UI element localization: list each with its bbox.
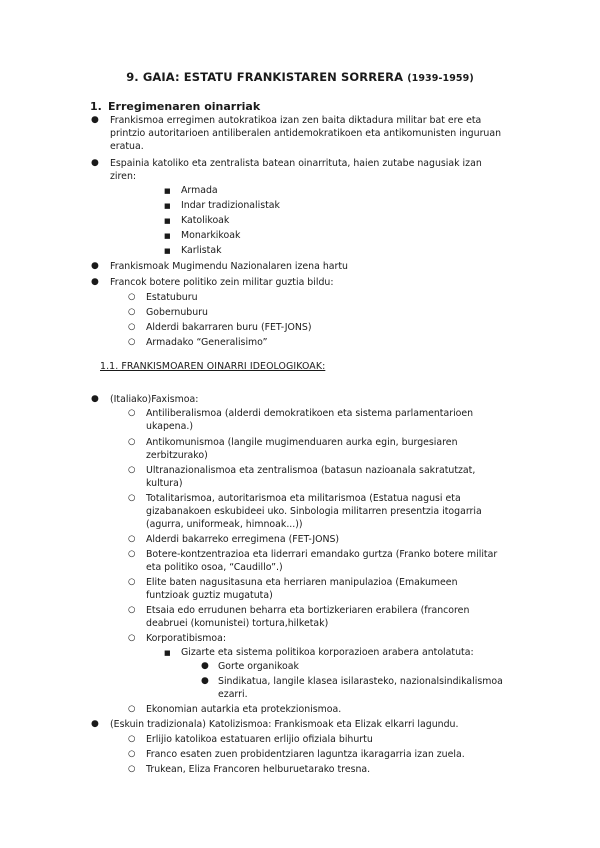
circle-bullet-icon: ○ [128,465,136,475]
list-item: Erlijio katolikoa estatuaren erlijio ofiziala bihurtu [146,734,373,745]
list-item: Indar tradizionalistak [181,200,280,211]
paragraph-line: Espainia katoliko eta zentralista batean oinarrituta, haien zutabe nagusiak izan [110,158,482,169]
list-item: Sindikatua, langile klasea isilarasteko, nazionalsindikalismoa [218,676,503,687]
list-item: deabruei (komunistei) tortura,hilketak) [146,618,329,629]
circle-bullet-icon: ○ [128,493,136,503]
list-item: Franco esaten zuen probidentziaren laguntza ikaragarria izan zuela. [146,749,465,760]
bullet-icon: ● [91,394,99,404]
section-heading-text: Erregimenaren oinarriak [108,100,261,113]
section-heading [90,100,260,113]
circle-bullet-icon: ○ [128,749,136,759]
subsection-heading: 1.1. FRANKISMOAREN OINARRI IDEOLOGIKOAK: [100,361,326,372]
list-item: Botere-kontzentrazioa eta liderrari emandako gurtza (Franko botere militar [146,549,498,560]
list-item: Korporatibismoa: [146,633,227,644]
list-item: (agurra, uniformeak, himnoak...)) [146,519,303,530]
circle-bullet-icon: ○ [128,322,136,332]
circle-bullet-icon: ○ [128,408,136,418]
list-item: Antikomunismoa (langile mugimenduaren aurka egin, burgesiaren [146,437,458,448]
list-item: Ekonomian autarkia eta protekzionismoa. [146,704,342,715]
list-item: kultura) [146,478,183,489]
list-item: Alderdi bakarraren buru (FET-JONS) [146,322,312,333]
title-main: 9. GAIA: ESTATU FRANKISTAREN SORRERA [126,70,404,84]
bullet-icon: ● [91,261,99,271]
circle-bullet-icon: ○ [128,704,136,714]
bullet-icon: ● [91,277,99,287]
paragraph-line: printzio autoritarioen antiliberalen antidemokratikoen eta antikomunisten inguruan [110,128,502,139]
circle-bullet-icon: ○ [128,577,136,587]
list-item: Antiliberalismoa (alderdi demokratikoen eta sistema parlamentarioen [146,408,474,419]
title-years: (1939-1959) [407,73,474,84]
list-item: Armada [181,185,218,196]
paragraph-line: (Eskuin tradizionala) Katolizismoa: Frankismoak eta Elizak elkarri lagundu. [110,719,459,730]
list-item: Armadako “Generalisimo” [146,337,268,348]
paragraph-line: Francok botere politiko zein militar guztia bildu: [110,277,334,288]
list-item: Alderdi bakarreko erregimena (FET-JONS) [146,534,340,545]
square-bullet-icon: ■ [164,187,171,195]
list-item: funtzioak guztiz mugatuta) [146,590,273,601]
square-bullet-icon: ■ [164,202,171,210]
circle-bullet-icon: ○ [128,292,136,302]
circle-bullet-icon: ○ [128,633,136,643]
list-item: Trukean, Eliza Francoren helburuetarako tresna. [146,764,371,775]
list-item: Totalitarismoa, autoritarismoa eta militarismoa (Estatua nagusi eta [146,493,461,504]
list-item: ukapena.) [146,421,193,432]
list-item: Gobernuburu [146,307,208,318]
list-item: eta politiko osoa, “Caudillo”.) [146,562,283,573]
page-title [0,70,600,84]
paragraph-line: (Italiako)Faxismoa: [110,394,199,405]
list-item: Etsaia edo errudunen beharra eta bortizkeriaren erabilera (francoren [146,605,470,616]
circle-bullet-icon: ○ [128,437,136,447]
list-item: Estatuburu [146,292,198,303]
list-item: Gizarte eta sistema politikoa korporazioen arabera antolatuta: [181,647,474,658]
circle-bullet-icon: ○ [128,549,136,559]
circle-bullet-icon: ○ [128,534,136,544]
bullet-icon: ● [91,115,99,125]
circle-bullet-icon: ○ [128,337,136,347]
square-bullet-icon: ■ [164,232,171,240]
list-item: Ultranazionalismoa eta zentralismoa (batasun nazioanala sakratutzat, [146,465,476,476]
section-number: 1. [90,100,102,113]
square-bullet-icon: ■ [164,247,171,255]
circle-bullet-icon: ○ [128,734,136,744]
circle-bullet-icon: ○ [128,605,136,615]
paragraph-line: eratua. [110,141,144,152]
list-item: Gorte organikoak [218,661,299,672]
list-item: Katolikoak [181,215,230,226]
paragraph-line: Frankismoa erregimen autokratikoa izan zen baita diktadura militar bat ere eta [110,115,482,126]
bullet-icon: ● [91,158,99,168]
list-item: zerbitzurako) [146,450,208,461]
list-item: ezarri. [218,689,248,700]
list-item: Karlistak [181,245,222,256]
square-bullet-icon: ■ [164,649,171,657]
square-bullet-icon: ■ [164,217,171,225]
circle-bullet-icon: ○ [128,764,136,774]
paragraph-line: ziren: [110,171,137,182]
list-item: gizabanakoen eskubideei uko. Sinbologia militarren presentzia itogarria [146,506,482,517]
list-item: Monarkikoak [181,230,241,241]
circle-bullet-icon: ○ [128,307,136,317]
bullet-icon: ● [201,676,209,686]
list-item: Elite baten nagusitasuna eta herriaren manipulazioa (Emakumeen [146,577,458,588]
bullet-icon: ● [91,719,99,729]
bullet-icon: ● [201,661,209,671]
paragraph-line: Frankismoak Mugimendu Nazionalaren izena hartu [110,261,349,272]
